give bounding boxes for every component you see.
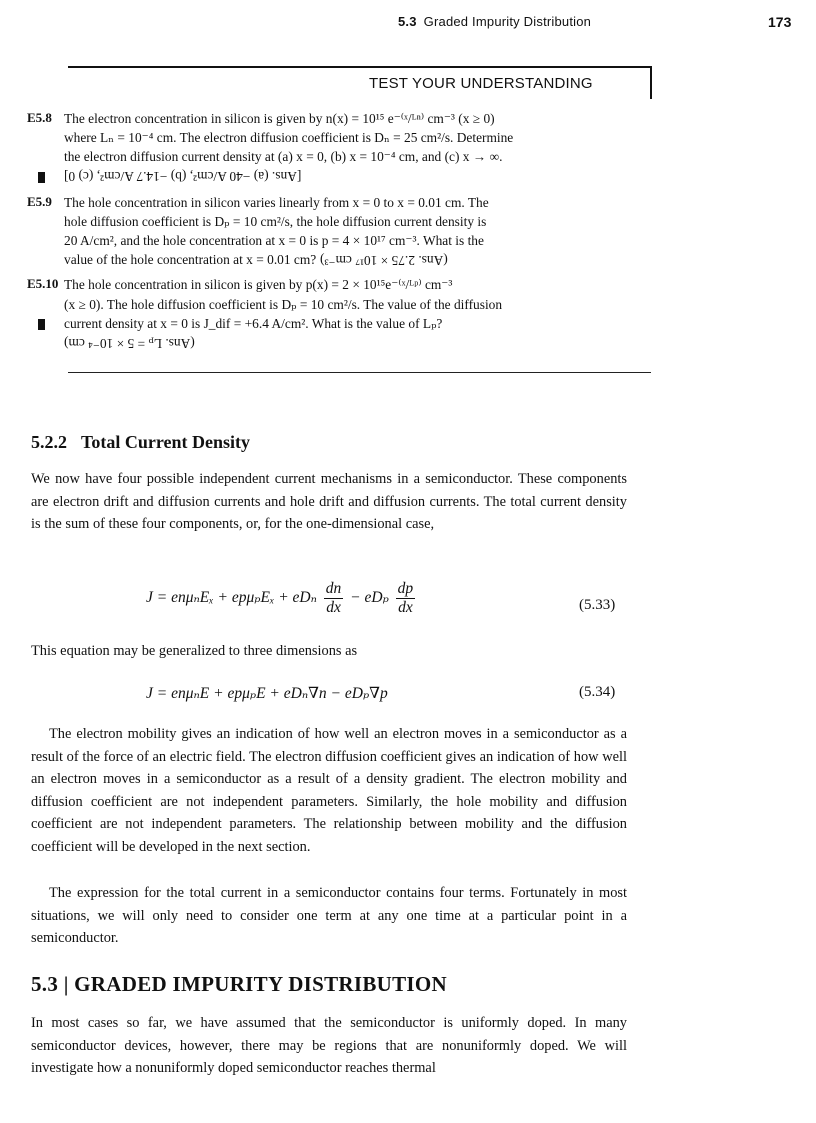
paragraph-1: We now have four possible independent current mechanisms in a semiconductor. These components are electron drift and diffusion currents and hole drift and diffusion currents. The total current density is the sum of these four components, or, for the one-dimensional case, [31, 471, 627, 533]
exercise-e5-10-line-3: current density at x = 0 is J_dif = +6.4 A/cm². What is the value of Lₚ? [64, 316, 443, 331]
margin-marker-icon [38, 172, 45, 183]
paragraph-2: This equation may be generalized to three dimensions as [31, 643, 358, 659]
running-header [398, 14, 591, 29]
subsection-title: Total Current Density [81, 432, 251, 452]
fraction-dn-dx: $\frac{dn}{dx}$ [325, 580, 342, 616]
paragraph-5: In most cases so far, we have assumed that the semiconductor is uniformly doped. In many semiconductor devices, however, there may be regions that are nonuniformly doped. We will investigate how a nonuniformly doped semiconductor reaches thermal [31, 1015, 627, 1077]
test-box-side-rule [650, 66, 652, 99]
exercise-e5-9-answer: (Ans. 2.75 × 10¹⁷ cm⁻³) [319, 253, 448, 268]
exercise-e5-9-line-3: 20 A/cm², and the hole concentration at x = 0 is p = 4 × 10¹⁷ cm⁻³. What is the [64, 233, 484, 248]
test-box-top-rule [68, 66, 651, 68]
exercise-e5-8-answer: [Ans. (a) −40 A/cm², (b) −14.7 A/cm², (c) 0] [64, 169, 302, 184]
paragraph-4: The expression for the total current in a semiconductor contains four terms. Fortunately in most situations, we will only need to consider one term at any one time at a particular point in a semiconductor. [31, 885, 627, 947]
exercise-e5-8-line-1: The electron concentration in silicon is given by n(x) = 10¹⁵ e⁻⁽ˣ/ᴸⁿ⁾ cm⁻³ (x ≥ 0) [64, 111, 495, 126]
test-box-title: TEST YOUR UNDERSTANDING [369, 75, 593, 92]
exercise-e5-10-answer: (Ans. Lₚ = 5 × 10⁻⁴ cm) [64, 336, 195, 351]
exercise-e5-10-line-1: The hole concentration in silicon is given by p(x) = 2 × 10¹⁵e⁻⁽ˣ/ᴸᵖ⁾ cm⁻³ [64, 277, 453, 292]
header-section-number: 5.3 [398, 14, 417, 29]
test-box-bottom-rule [68, 372, 651, 373]
subsection-heading [31, 432, 264, 453]
exercise-e5-8-line-2: where Lₙ = 10⁻⁴ cm. The electron diffusion coefficient is Dₙ = 25 cm²/s. Determine [64, 130, 514, 145]
exercise-e5-9-line-1: The hole concentration in silicon varies linearly from x = 0 to x = 0.01 cm. The [64, 195, 489, 210]
section-heading: 5.3 | GRADED IMPURITY DISTRIBUTION [31, 972, 448, 996]
equation-number-5-33: (5.33) [579, 597, 616, 613]
subsection-number: 5.2.2 [31, 432, 67, 452]
exercise-id-e5-10: E5.10 [27, 276, 59, 291]
equation-number-5-34: (5.34) [579, 684, 616, 700]
fraction-dp-dx: $\frac{dp}{dx}$ [397, 580, 414, 616]
exercise-id-e5-9: E5.9 [27, 194, 52, 209]
margin-marker-icon [38, 319, 45, 330]
exercise-e5-9-line-2: hole diffusion coefficient is Dₚ = 10 cm²/s, the hole diffusion current density is [64, 214, 487, 229]
exercise-e5-8-line-3: the electron diffusion current density at (a) x = 0, (b) x = 10⁻⁴ cm, and (c) x → ∞. [64, 149, 503, 164]
page-number: 173 [768, 14, 792, 30]
equation-5-34: J = enμₙE + epμₚE + eDₙ∇n − eDₚ∇p [146, 685, 388, 702]
exercise-e5-10-line-2: (x ≥ 0). The hole diffusion coefficient is Dₚ = 10 cm²/s. The value of the diffusion [64, 297, 503, 312]
paragraph-3: The electron mobility gives an indication of how well an electron moves in a semiconductor as a result of the force of an electric field. The electron diffusion coefficient gives an indication of how well an electron moves in a semiconductor as a result of a density gradient. The electron mobility and diffusion coefficient are not independent parameters. Similarly, the hole mobility and diffusion coefficient are not independent parameters. The relationship between mobility and the diffusion coefficient will be developed in the next section. [31, 726, 627, 855]
header-section-title: Graded Impurity Distribution [423, 14, 592, 29]
exercise-id-e5-8: E5.8 [27, 110, 52, 125]
exercise-e5-9-line-4: value of the hole concentration at x = 0.01 cm? (Ans. 2.75 × 10¹⁷ cm⁻³) [64, 252, 448, 268]
equation-5-33: J = enμₙEₓ + epμₚEₓ + eDₙ $\frac{dn}{dx}$ − eDₚ $\frac{dp}{dx}$ [146, 580, 414, 616]
